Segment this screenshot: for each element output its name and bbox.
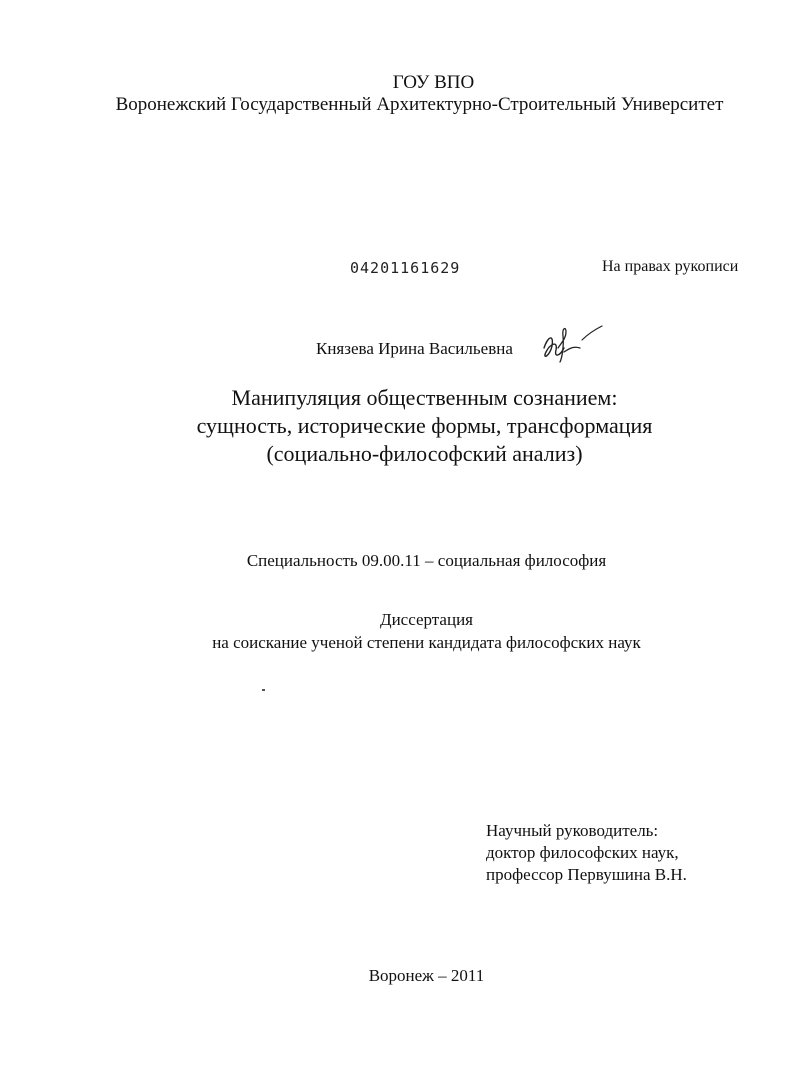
dissertation-purpose: на соискание ученой степени кандидата философских наук xyxy=(212,633,641,652)
supervisor-role: Научный руководитель: xyxy=(486,821,659,840)
org-short-name: ГОУ ВПО xyxy=(392,72,475,93)
title-line-1: Манипуляция общественным сознанием: xyxy=(231,385,618,410)
dissertation-label: Диссертация xyxy=(379,610,473,629)
specialty: Специальность 09.00.11 – социальная философия xyxy=(246,551,607,570)
title-line-2: сущность, исторические формы, трансформация xyxy=(196,413,653,438)
supervisor-degree: доктор философских наук, xyxy=(486,843,679,862)
registration-number: 04201161629 xyxy=(350,259,461,277)
place-year: Воронеж – 2011 xyxy=(368,966,485,985)
supervisor-name: профессор Первушина В.Н. xyxy=(486,865,687,884)
university-name: Воронежский Государственный Архитектурно-Строительный Университет xyxy=(115,94,724,115)
scan-dot xyxy=(262,689,265,691)
author-name: Князева Ирина Васильевна xyxy=(316,339,513,358)
thesis-title xyxy=(25,384,799,468)
rights-note: На правах рукописи xyxy=(602,258,739,275)
signature-icon xyxy=(536,318,606,366)
author-row xyxy=(316,339,513,359)
supervisor-block xyxy=(486,820,687,886)
title-line-3: (социально-философский анализ) xyxy=(266,441,583,466)
